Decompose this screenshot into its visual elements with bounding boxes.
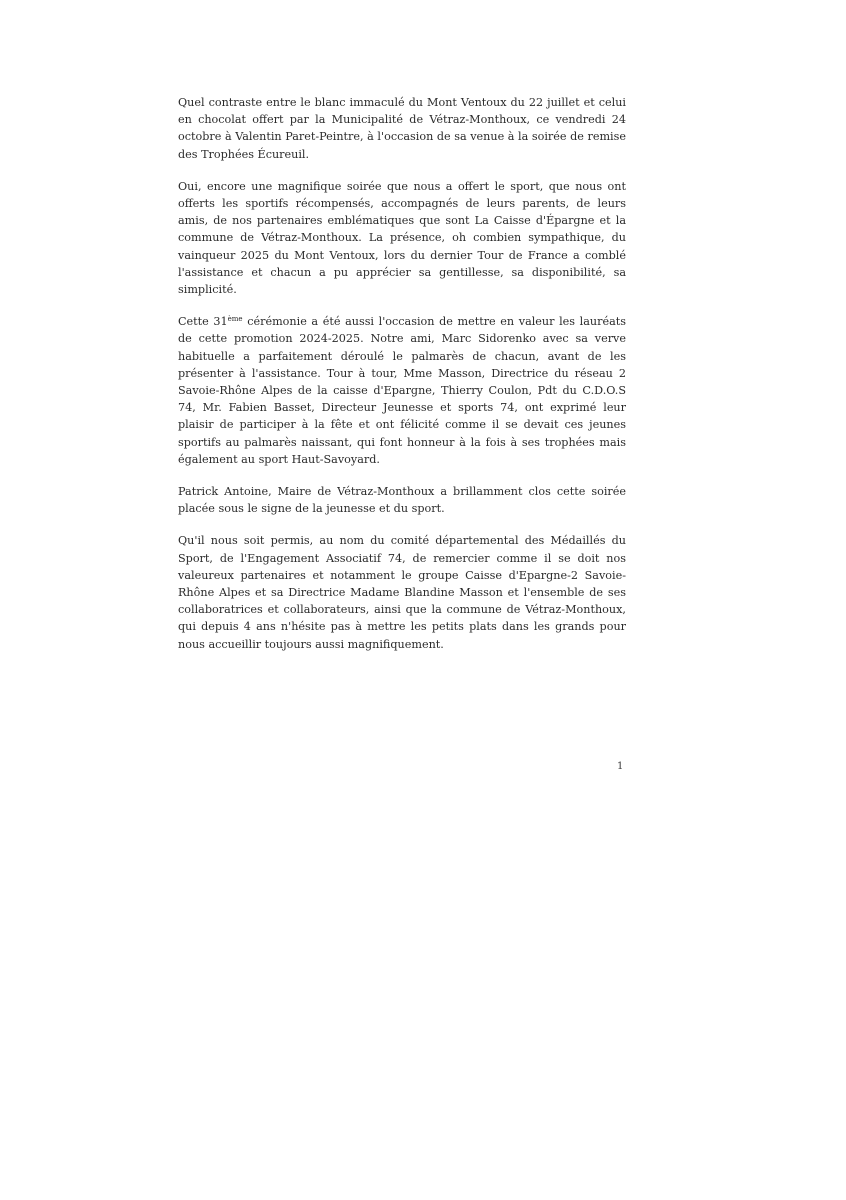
paragraph-4: Patrick Antoine, Maire de Vétraz-Monthoux a brillamment clos cette soirée placée sous le signe de la jeunesse et du sport.	[178, 485, 626, 516]
paragraph-3-rest: cérémonie a été aussi l'occasion de mettre en valeur les lauréats de cette promotion 2024-2025. Notre ami, Marc Sidorenko avec sa verve habituelle a parfaitement déroulé le palmarès de chacun, avant de les présenter à l'assistance. Tour à tour, Mme Masson, Directrice du réseau 2 Savoie-Rhône Alpes de la caisse d'Epargne, Thierry Coulon, Pdt du C.D.O.S 74, Mr. Fabien Basset, Directeur Jeunesse et sports 74, ont exprimé leur plaisir de participer à la fête et ont félicité comme il se devait ces jeunes sportifs au palmarès naissant, qui font honneur à la fois à ses trophées mais également au sport Haut-Savoyard.	[178, 315, 626, 466]
paragraph-1: Quel contraste entre le blanc immaculé du Mont Ventoux du 22 juillet et celui en chocolat offert par la Municipalité de Vétraz-Monthoux, ce vendredi 24 octobre à Valentin Paret-Peintre, à l'occasion de sa venue à la soirée de remise des Trophées Écureuil.	[178, 96, 626, 161]
paragraph-5: Qu'il nous soit permis, au nom du comité départemental des Médaillés du Sport, de l'Engagement Associatif 74, de remercier comme il se doit nos valeureux partenaires et notamment le groupe Caisse d'Epargne-2 Savoie-Rhône Alpes et sa Directrice Madame Blandine Masson et l'ensemble de ses collaboratrices et collaborateurs, ainsi que la commune de Vétraz-Monthoux, qui depuis 4 ans n'hésite pas à mettre les petits plats dans les grands pour nous accueillir toujours aussi magnifiquement.	[178, 534, 626, 651]
paragraph-2: Oui, encore une magnifique soirée que nous a offert le sport, que nous ont offerts les sportifs récompensés, accompagnés de leurs parents, de leurs amis, de nos partenaires emblématiques que sont La Caisse d'Épargne et la commune de Vétraz-Monthoux. La présence, oh combien sympathique, du vainqueur 2025 du Mont Ventoux, lors du dernier Tour de France a comblé l'assistance et chacun a pu apprécier sa gentillesse, sa disponibilité, sa simplicité.	[178, 179, 626, 297]
ordinal-superscript: ème	[227, 315, 243, 324]
page-number: 1	[617, 761, 624, 772]
paragraph-3-start: Cette 31	[178, 315, 228, 329]
paragraph-3	[178, 313, 626, 468]
document-body	[178, 94, 626, 668]
